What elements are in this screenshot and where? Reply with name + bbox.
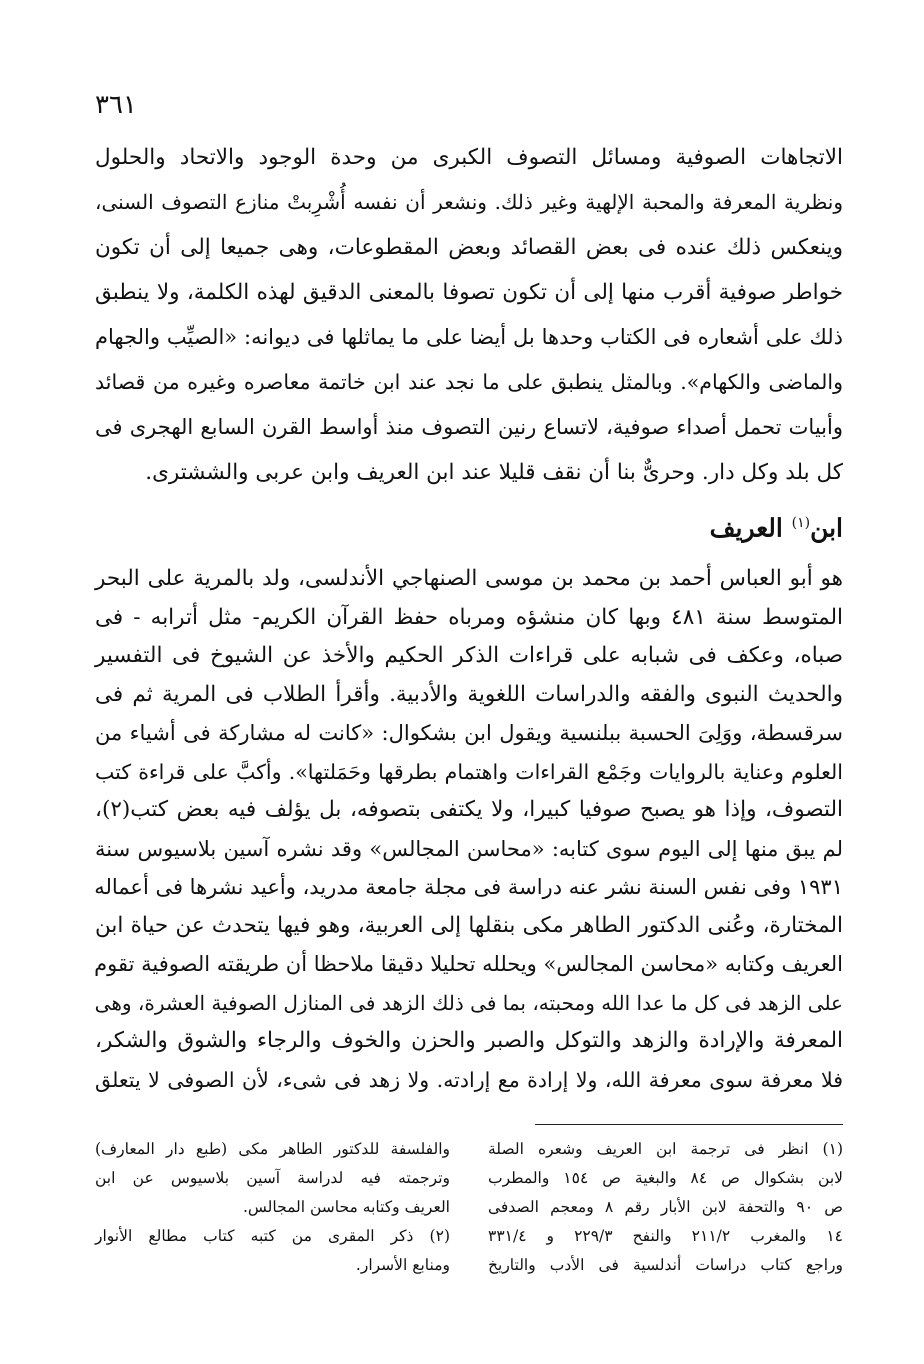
text-line: كل بلد وكل دار. وحرىٌّ بنا أن نقف قليلا عند ابن العريف وابن عربى والششترى.: [145, 460, 843, 485]
footnote-line: لابن بشكوال ص ٨٤ والبغية ص ١٥٤ والمطرب: [488, 1169, 844, 1187]
footnote-line: العريف وكتابه محاسن المجالس.: [242, 1198, 450, 1216]
text-line: التصوف، وإذا هو يصبح صوفيا كبيرا، ولا يكتفى بتصوفه، بل يؤلف فيه بعض كتب(٢)،: [95, 797, 843, 822]
text-line: خواطر صوفية أقرب منها إلى أن تكون تصوفا بالمعنى الدقيق لهذه الكلمة، ولا ينطبق: [95, 280, 843, 305]
footnote-line: وترجمته فيه لدراسة آسين بلاسيوس عن ابن: [95, 1169, 450, 1187]
text-line: صباه، وعكف فى شبابه على قراءات الذكر الحكيم والأخذ عن الشيوخ فى التفسير: [95, 643, 843, 668]
text-line: العريف وكتابه «محاسن المجالس» ويحلله تحليلا دقيقا ملاحظا أن طريقته الصوفية تقوم: [94, 952, 843, 976]
heading-word-arif: العريف: [709, 513, 783, 543]
text-line: سرقسطة، ووَلِىَ الحسبة ببلنسية ويقول ابن بشكوال: «كانت له مشاركة فى أشياء من: [95, 721, 843, 745]
heading-word-ibn: ابن: [810, 513, 843, 543]
text-line: والماضى والكهام». وبالمثل ينطبق على ما نجد عند ابن خاتمة معاصره وغيره من قصائد: [95, 370, 843, 394]
page-number: ٣٦١: [95, 90, 137, 120]
body-paragraph: [95, 560, 843, 1099]
text-line: ١٩٣١ وفى نفس السنة نشر عنه دراسة فى مجلة جامعة مدريد، وأعيد نشرها فى أعماله: [94, 875, 843, 899]
footnotes-right-column: [488, 1135, 843, 1280]
text-line: هو أبو العباس أحمد بن محمد بن موسى الصنهاجي الأندلسى، ولد بالمرية على البحر: [95, 566, 843, 591]
section-heading: [95, 503, 843, 548]
intro-paragraph: [95, 135, 843, 495]
footnote-ref[interactable]: (١): [791, 515, 811, 531]
footnote-line: وراجع كتاب دراسات أندلسية فى الأدب والتاريخ: [488, 1256, 843, 1274]
footnote-line: (١) انظر فى ترجمة ابن العريف وشعره الصلة: [488, 1140, 843, 1158]
text-line: الاتجاهات الصوفية ومسائل التصوف الكبرى من وحدة الوجود والاتحاد والحلول: [95, 145, 843, 170]
footnote-line: ص ٩٠ والتحفة لابن الأبار رقم ٨ ومعجم الصدفى: [488, 1198, 843, 1216]
footnotes-left-column: [95, 1135, 450, 1280]
text-line: فلا معرفة سوى معرفة الله، ولا إرادة مع إرادته. ولا زهد فى شىء، لأن الصوفى لا يتعلق: [95, 1067, 843, 1092]
text-line: ذلك على أشعاره فى الكتاب وحدها بل أيضا على ما يماثلها فى ديوانه: «الصيِّب والجهام: [95, 325, 843, 349]
footnote-line: ومنابع الأسرار.: [355, 1256, 450, 1274]
footnote-line: ١٤ والمغرب ٢١١/٢ والنفح ٢٢٩/٣ و ٣٣١/٤: [488, 1227, 843, 1245]
text-line: المتوسط سنة ٤٨١ وبها كان منشؤه ومرباه حفظ القرآن الكريم- مثل أترابه - فى: [95, 604, 844, 630]
footnote-line: (٢) ذكر المقرى من كتبه كتاب مطالع الأنوار: [95, 1227, 450, 1245]
text-line: ونظرية المعرفة والمحبة الإلهية وغير ذلك. ونشعر أن نفسه أُشْرِبتْ منازع التصوف السنى،: [95, 190, 843, 214]
text-line: والحديث النبوى والفقه والدراسات اللغوية والأدبية. وأقرأ الطلاب فى المرية ثم فى: [95, 681, 843, 707]
text-line: لم يبق منها إلى اليوم سوى كتابه: «محاسن المجالس» وقد نشره آسين بلاسيوس سنة: [95, 836, 843, 861]
text-line: المختارة، وعُنى الدكتور الطاهر مكى بنقلها إلى العربية، وهو فيها يتحدث عن حياة ابن: [95, 912, 843, 938]
footnote-divider: [535, 1124, 843, 1125]
text-line: على الزهد فى كل ما عدا الله ومحبته، بما فى ذلك الزهد فى المنازل الصوفية العشرة، وهى: [94, 990, 843, 1015]
text-line: وأبيات تحمل أصداء صوفية، لاتساع رنين التصوف منذ أواسط القرن السابع الهجرى فى: [95, 415, 843, 439]
footnote-line: والفلسفة للدكتور الطاهر مكى (طبع دار المعارف): [95, 1140, 450, 1158]
text-line: وينعكس ذلك عنده فى بعض القصائد وبعض المقطوعات، وهى جميعا إلى أن تكون: [95, 235, 843, 260]
text-line: المعرفة والإرادة والزهد والتوكل والصبر والحزن والخوف والرجاء والشوق والشكر،: [95, 1028, 843, 1053]
text-line: العلوم وعناية بالروايات وجَمْع القراءات واهتمام بطرقها وحَمَلتها». وأكبَّ على قراءة كتب: [95, 759, 843, 784]
